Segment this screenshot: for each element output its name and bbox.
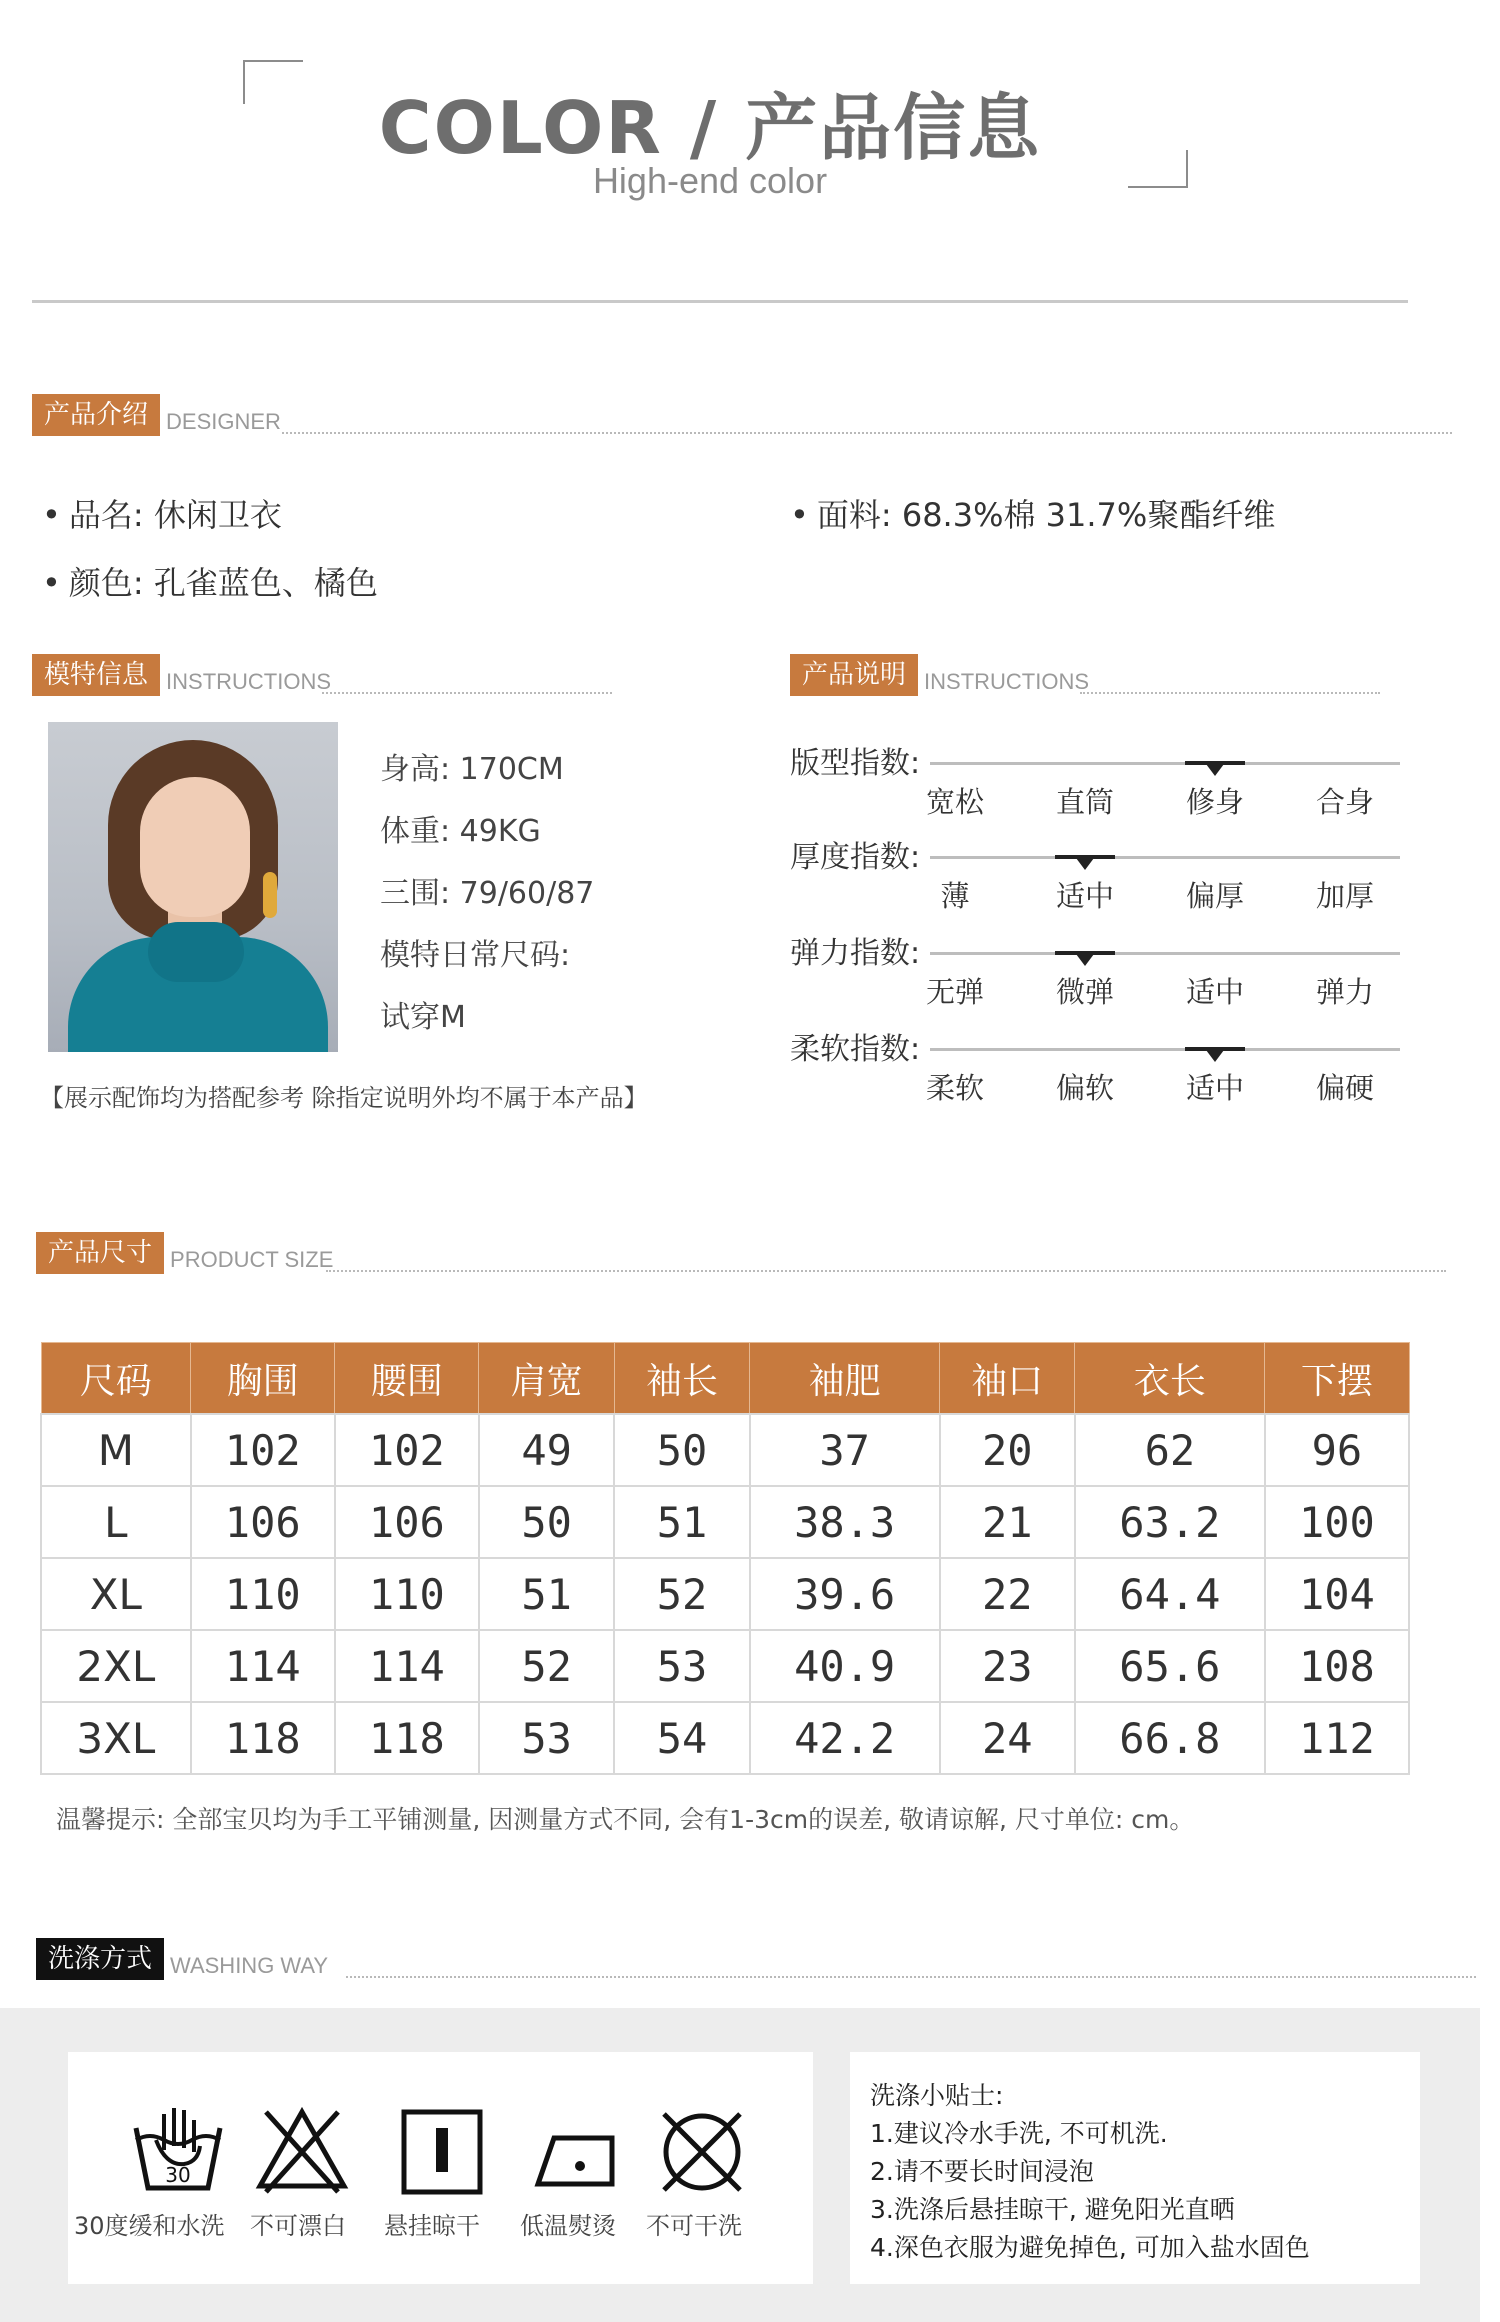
table-header-row bbox=[41, 1343, 1409, 1415]
size-table bbox=[40, 1342, 1410, 1775]
model-weight: 体重: 49KG bbox=[380, 814, 541, 849]
index-option: 修身 bbox=[1185, 785, 1244, 819]
index-option: 适中 bbox=[1055, 879, 1114, 913]
table-cell: 51 bbox=[479, 1558, 614, 1630]
model-size-value: 试穿M bbox=[380, 1000, 466, 1035]
table-cell: 102 bbox=[191, 1414, 335, 1486]
index-option: 偏硬 bbox=[1315, 1071, 1374, 1105]
table-cell: 2XL bbox=[41, 1630, 191, 1702]
table-row bbox=[41, 1414, 1409, 1486]
section-tag-en: WASHING WAY bbox=[170, 1953, 329, 1978]
index-marker bbox=[1206, 764, 1224, 776]
table-cell: 3XL bbox=[41, 1702, 191, 1774]
table-cell: 106 bbox=[191, 1486, 335, 1558]
table-cell: 52 bbox=[479, 1630, 614, 1702]
tip-item: 2.请不要长时间浸泡 bbox=[870, 2157, 1094, 2186]
table-cell: 108 bbox=[1265, 1630, 1409, 1702]
table-cell: 114 bbox=[191, 1630, 335, 1702]
table-cell: 53 bbox=[479, 1702, 614, 1774]
index-option: 薄 bbox=[940, 879, 970, 913]
table-cell: 23 bbox=[940, 1630, 1075, 1702]
tip-item: 3.洗涤后悬挂晾干, 避免阳光直晒 bbox=[870, 2195, 1235, 2224]
accessory-disclaimer: 【展示配饰均为搭配参考 除指定说明外均不属于本产品】 bbox=[40, 1084, 648, 1112]
table-header-cell: 胸围 bbox=[191, 1343, 335, 1415]
tips-title: 洗涤小贴士: bbox=[870, 2081, 1004, 2110]
index-option: 微弹 bbox=[1055, 975, 1114, 1009]
index-marker bbox=[1206, 1050, 1224, 1062]
section-header-size bbox=[36, 1232, 1446, 1274]
index-label: 弹力指数: bbox=[790, 936, 921, 971]
index-label: 厚度指数: bbox=[790, 840, 921, 875]
index-scale-line bbox=[930, 856, 1400, 859]
index-marker bbox=[1076, 858, 1094, 870]
table-header-cell: 袖口 bbox=[940, 1343, 1075, 1415]
table-cell: 65.6 bbox=[1075, 1630, 1265, 1702]
hang-dry-icon bbox=[392, 2102, 492, 2206]
table-header-cell: 袖长 bbox=[614, 1343, 749, 1415]
table-row bbox=[41, 1486, 1409, 1558]
table-cell: 114 bbox=[335, 1630, 479, 1702]
model-photo bbox=[48, 722, 338, 1052]
table-header-cell: 下摆 bbox=[1265, 1343, 1409, 1415]
section-tag: 产品说明 bbox=[790, 654, 918, 696]
index-option: 加厚 bbox=[1315, 879, 1374, 913]
tip-item: 4.深色衣服为避免掉色, 可加入盐水固色 bbox=[870, 2233, 1310, 2262]
table-cell: 118 bbox=[335, 1702, 479, 1774]
index-marker bbox=[1076, 954, 1094, 966]
dotted-divider bbox=[282, 432, 1452, 434]
no-dry-clean-icon bbox=[652, 2102, 752, 2206]
section-header-model bbox=[32, 654, 612, 696]
table-cell: 51 bbox=[614, 1486, 749, 1558]
table-cell: 38.3 bbox=[750, 1486, 940, 1558]
index-option: 无弹 bbox=[925, 975, 984, 1009]
dotted-divider bbox=[322, 692, 612, 694]
section-header-intro bbox=[32, 394, 1452, 436]
table-cell: 64.4 bbox=[1075, 1558, 1265, 1630]
table-header-cell: 尺码 bbox=[41, 1343, 191, 1415]
table-cell: 42.2 bbox=[750, 1702, 940, 1774]
hand-wash-30-icon bbox=[128, 2100, 228, 2204]
product-fabric: • 面料: 68.3%棉 31.7%聚酯纤维 bbox=[790, 490, 1275, 536]
index-option: 适中 bbox=[1185, 975, 1244, 1009]
table-row bbox=[41, 1702, 1409, 1774]
table-header-cell: 袖肥 bbox=[750, 1343, 940, 1415]
table-cell: 40.9 bbox=[750, 1630, 940, 1702]
index-option: 合身 bbox=[1315, 785, 1374, 819]
low-iron-icon bbox=[528, 2104, 628, 2208]
page-title: COLOR / 产品信息 bbox=[378, 86, 1042, 170]
table-header-cell: 腰围 bbox=[335, 1343, 479, 1415]
index-scale-line bbox=[930, 1048, 1400, 1051]
section-header-desc bbox=[790, 654, 1380, 696]
table-cell: 24 bbox=[940, 1702, 1075, 1774]
wash-temp-label: 30 bbox=[165, 2163, 191, 2187]
table-cell: 106 bbox=[335, 1486, 479, 1558]
wash-label: 悬挂晾干 bbox=[384, 2212, 480, 2240]
section-tag: 产品尺寸 bbox=[36, 1232, 164, 1274]
product-name: • 品名: 休闲卫衣 bbox=[42, 490, 282, 536]
wash-label: 低温熨烫 bbox=[520, 2212, 616, 2240]
dotted-divider bbox=[346, 1976, 1476, 1978]
table-cell: 20 bbox=[940, 1414, 1075, 1486]
dotted-divider bbox=[326, 1270, 1446, 1272]
table-header-cell: 肩宽 bbox=[479, 1343, 614, 1415]
index-scale-line bbox=[930, 762, 1400, 765]
index-option: 适中 bbox=[1185, 1071, 1244, 1105]
index-option: 弹力 bbox=[1315, 975, 1374, 1009]
header-divider bbox=[32, 300, 1408, 303]
wash-label: 30度缓和水洗 bbox=[74, 2212, 225, 2240]
table-row bbox=[41, 1558, 1409, 1630]
index-label: 版型指数: bbox=[790, 746, 921, 781]
table-cell: 112 bbox=[1265, 1702, 1409, 1774]
table-cell: 39.6 bbox=[750, 1558, 940, 1630]
table-cell: 118 bbox=[191, 1702, 335, 1774]
table-cell: 52 bbox=[614, 1558, 749, 1630]
dotted-divider bbox=[1080, 692, 1380, 694]
section-tag-en: DESIGNER bbox=[166, 409, 281, 434]
section-tag-en: PRODUCT SIZE bbox=[170, 1247, 334, 1272]
section-header-washing bbox=[36, 1938, 1476, 1980]
table-cell: L bbox=[41, 1486, 191, 1558]
section-tag-en: INSTRUCTIONS bbox=[166, 669, 332, 694]
model-measurements: 三围: 79/60/87 bbox=[380, 876, 595, 911]
wash-label: 不可干洗 bbox=[646, 2212, 742, 2240]
section-tag: 产品介绍 bbox=[32, 394, 160, 436]
table-cell: 53 bbox=[614, 1630, 749, 1702]
table-cell: 110 bbox=[191, 1558, 335, 1630]
table-cell: 100 bbox=[1265, 1486, 1409, 1558]
index-label: 柔软指数: bbox=[790, 1032, 921, 1067]
table-cell: 96 bbox=[1265, 1414, 1409, 1486]
model-height: 身高: 170CM bbox=[380, 752, 564, 787]
section-tag: 洗涤方式 bbox=[36, 1938, 164, 1980]
table-row bbox=[41, 1630, 1409, 1702]
tip-item: 1.建议冷水手洗, 不可机洗. bbox=[870, 2119, 1168, 2148]
index-scale-line bbox=[930, 952, 1400, 955]
no-bleach-icon bbox=[252, 2100, 352, 2204]
product-color: • 颜色: 孔雀蓝色、橘色 bbox=[42, 558, 378, 604]
section-tag: 模特信息 bbox=[32, 654, 160, 696]
table-cell: 50 bbox=[614, 1414, 749, 1486]
corner-bracket-bottom-right bbox=[1128, 150, 1188, 188]
page-subtitle: High-end color bbox=[592, 160, 828, 201]
index-option: 柔软 bbox=[925, 1071, 984, 1105]
index-option: 偏软 bbox=[1055, 1071, 1114, 1105]
table-cell: 62 bbox=[1075, 1414, 1265, 1486]
table-cell: 49 bbox=[479, 1414, 614, 1486]
table-cell: 37 bbox=[750, 1414, 940, 1486]
table-cell: 104 bbox=[1265, 1558, 1409, 1630]
table-cell: 50 bbox=[479, 1486, 614, 1558]
table-cell: M bbox=[41, 1414, 191, 1486]
table-cell: 22 bbox=[940, 1558, 1075, 1630]
index-option: 偏厚 bbox=[1185, 879, 1244, 913]
model-size-label: 模特日常尺码: bbox=[380, 938, 571, 973]
wash-label: 不可漂白 bbox=[250, 2212, 346, 2240]
table-cell: XL bbox=[41, 1558, 191, 1630]
section-tag-en: INSTRUCTIONS bbox=[924, 669, 1090, 694]
table-cell: 63.2 bbox=[1075, 1486, 1265, 1558]
index-option: 直筒 bbox=[1055, 785, 1114, 819]
measurement-note: 温馨提示: 全部宝贝均为手工平铺测量, 因测量方式不同, 会有1-3cm的误差, 敬请谅解, 尺寸单位: cm。 bbox=[56, 1805, 1195, 1834]
table-cell: 66.8 bbox=[1075, 1702, 1265, 1774]
index-option: 宽松 bbox=[925, 785, 984, 819]
table-header-cell: 衣长 bbox=[1075, 1343, 1265, 1415]
table-cell: 21 bbox=[940, 1486, 1075, 1558]
table-cell: 54 bbox=[614, 1702, 749, 1774]
table-cell: 110 bbox=[335, 1558, 479, 1630]
table-cell: 102 bbox=[335, 1414, 479, 1486]
